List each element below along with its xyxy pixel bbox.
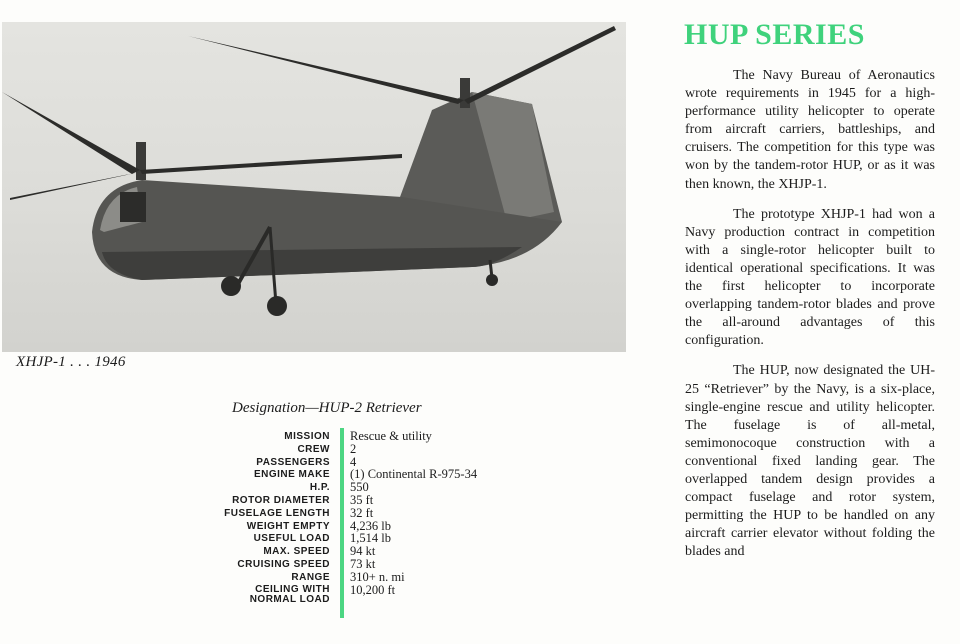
- spec-value: (1) Continental R-975-34: [350, 467, 478, 482]
- spec-label: CRUISING SPEED: [237, 558, 330, 570]
- spec-label: CEILING WITH: [255, 583, 330, 595]
- spec-label-ceiling: [224, 585, 330, 607]
- designation-heading: Designation—HUP-2 Retriever: [232, 400, 422, 416]
- spec-label: ROTOR DIAMETER: [232, 494, 330, 506]
- spec-value: 4,236 lb: [350, 518, 391, 533]
- spec-label: FUSELAGE LENGTH: [224, 507, 330, 519]
- spec-value: 94 kt: [350, 544, 376, 559]
- spec-label: USEFUL LOAD: [253, 533, 330, 545]
- helicopter-photo: [2, 22, 626, 352]
- green-divider: [340, 428, 344, 618]
- spec-value: 4: [350, 454, 357, 469]
- spec-values: [350, 430, 477, 596]
- spec-label: CREW: [297, 443, 330, 455]
- spec-label: MAX. SPEED: [263, 546, 330, 558]
- spec-value: Rescue & utility: [350, 429, 432, 443]
- spec-value: 1,514 lb: [350, 531, 391, 546]
- article-paragraph: The Navy Bureau of Aeronautics wrote requirements in 1945 for a high-performance utility helicopter to operate from aircraft carriers, battleships, and cruisers. The competition for this type was won by the tandem-rotor HUP, or as it was then known, the XHJP-1.: [685, 68, 935, 192]
- article-title: HUP SERIES: [684, 18, 865, 51]
- spec-value: 310+ n. mi: [350, 569, 405, 584]
- article-paragraph: The prototype XHJP-1 had won a Navy production contract in competition with a single-rotor helicopter built to identical operational specifications. It was the first helicopter to incorporate overlapping tandem-rotor blades and prove the all-around advantages of this configuration.: [685, 206, 935, 349]
- spec-label: H.P.: [309, 482, 330, 494]
- specifications-table: [180, 428, 540, 618]
- spec-labels: [224, 431, 330, 607]
- spec-value: 2: [350, 441, 357, 456]
- article-body: [685, 67, 935, 573]
- spec-value: 73 kt: [350, 556, 376, 571]
- spec-label: PASSENGERS: [256, 456, 330, 468]
- spec-value: 32 ft: [350, 505, 374, 520]
- photo-caption: XHJP-1 . . . 1946: [16, 354, 126, 370]
- spec-label: MISSION: [284, 431, 330, 442]
- spec-label: RANGE: [291, 571, 330, 583]
- spec-value: 35 ft: [350, 492, 374, 507]
- article-paragraph: The HUP, now designated the UH-25 “Retriever” by the Navy, is a six-place, single-engine rescue and utility helicopter. The fuselage is of all-metal, semimonocoque construction with a conventional fixed landing gear. The overlapped tandem design provides a compact fuselage and rotor system, permitting the HUP to be handled on any aircraft carrier elevator without folding the blades and: [685, 363, 935, 560]
- spec-label: WEIGHT EMPTY: [246, 520, 330, 532]
- spec-value: 10,200 ft: [350, 582, 396, 597]
- spec-value: 550: [350, 480, 369, 495]
- spec-label: ENGINE MAKE: [253, 469, 330, 481]
- spec-label: NORMAL LOAD: [249, 593, 330, 605]
